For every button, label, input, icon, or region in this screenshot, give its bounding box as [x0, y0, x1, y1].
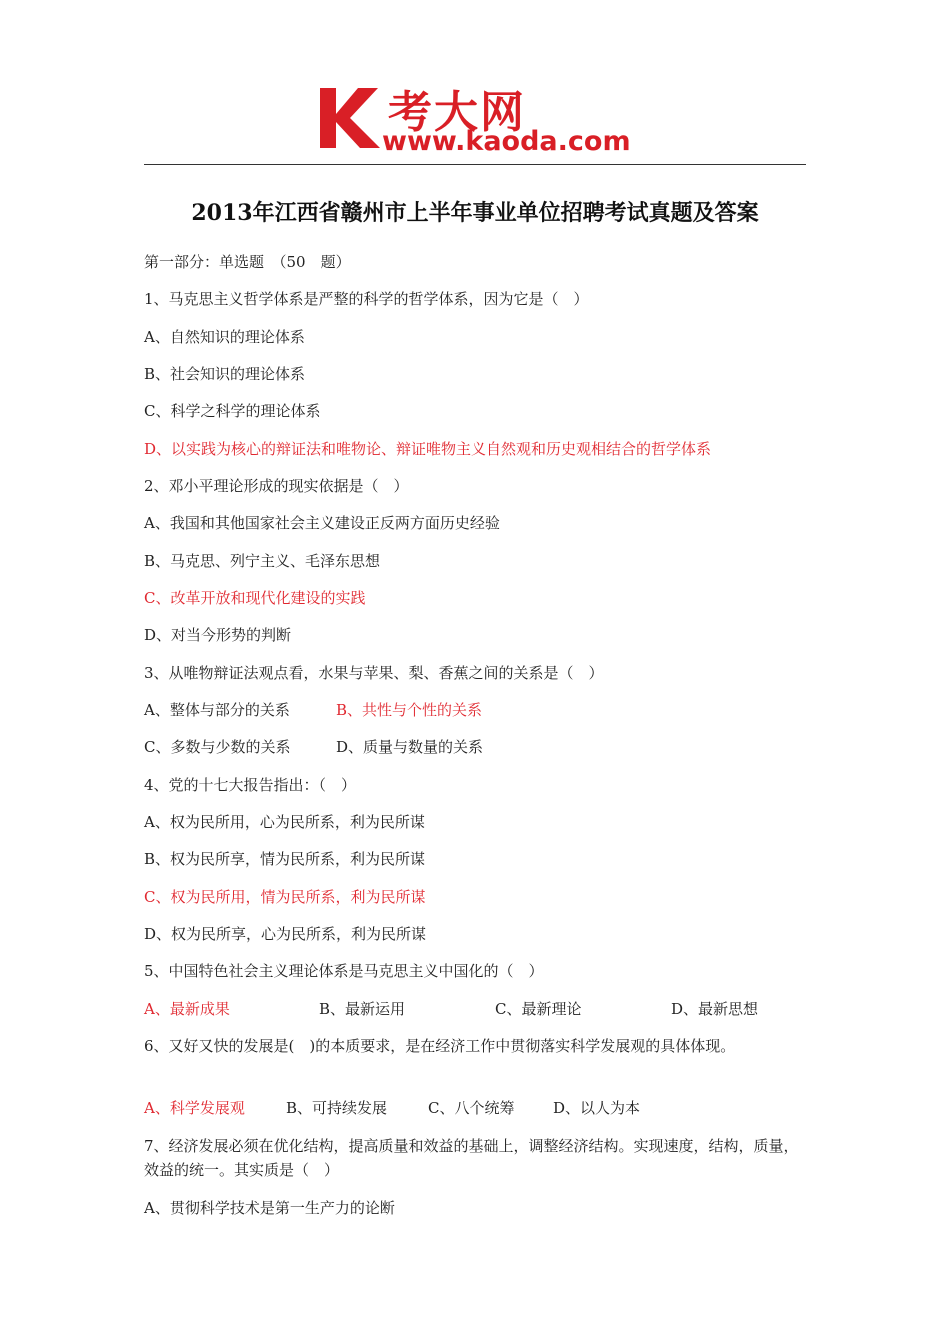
k-logo-icon [318, 84, 384, 150]
question-3-options-row-2 [144, 737, 806, 757]
question-4-option-c-answer: C、权为民所用，情为民所系，利为民所谋 [144, 888, 426, 906]
header-divider [144, 164, 806, 165]
question-5-options-row [144, 999, 806, 1019]
question-2-option-d: D、对当今形势的判断 [144, 626, 292, 644]
question-2-option-c-answer: C、改革开放和现代化建设的实践 [144, 589, 366, 607]
question-7-stem: 7、经济发展必须在优化结构，提高质量和效益的基础上，调整经济结构。实现速度，结构，质量，效益的统一。其实质是（ ） [144, 1137, 799, 1179]
section-heading: 第一部分：单选题 （50 题） [144, 253, 351, 271]
page-title: 2013年江西省赣州市上半年事业单位招聘考试真题及答案 [191, 200, 759, 226]
question-5-option-c: C、最新理论 [495, 1000, 582, 1018]
logo-chinese-text: 考大网 [388, 87, 526, 138]
question-6-options-row [144, 1098, 806, 1118]
question-1-stem: 1、马克思主义哲学体系是严整的科学的哲学体系，因为它是（ ） [144, 290, 589, 308]
kaoda-logo [318, 80, 638, 160]
question-3-option-b-answer: B、共性与个性的关系 [336, 701, 483, 719]
question-2-option-a: A、我国和其他国家社会主义建设正反两方面历史经验 [144, 514, 500, 532]
question-1-option-b: B、社会知识的理论体系 [144, 365, 306, 383]
question-6-option-c: C、八个统筹 [428, 1099, 515, 1117]
question-3-options-row-1 [144, 700, 806, 720]
question-4-option-d: D、权为民所享，心为民所系，利为民所谋 [144, 925, 427, 943]
question-3-option-d: D、质量与数量的关系 [336, 738, 484, 756]
question-2-option-b: B、马克思、列宁主义、毛泽东思想 [144, 552, 381, 570]
logo-url-text: www.kaoda.com [382, 126, 631, 157]
question-6-option-b: B、可持续发展 [286, 1099, 388, 1117]
question-3-option-c: C、多数与少数的关系 [144, 738, 291, 756]
question-5-option-d: D、最新思想 [671, 1000, 759, 1018]
question-3-option-a: A、整体与部分的关系 [144, 701, 290, 719]
question-4-option-a: A、权为民所用，心为民所系，利为民所谋 [144, 813, 425, 831]
question-6-option-a-answer: A、科学发展观 [144, 1099, 245, 1117]
question-5-option-a-answer: A、最新成果 [144, 1000, 230, 1018]
question-1-option-a: A、自然知识的理论体系 [144, 328, 305, 346]
question-4-option-b: B、权为民所享，情为民所系，利为民所谋 [144, 850, 426, 868]
question-6-stem: 6、又好又快的发展是( )的本质要求，是在经济工作中贯彻落实科学发展观的具体体现。 [144, 1037, 736, 1055]
question-5-option-b: B、最新运用 [319, 1000, 406, 1018]
question-7-option-a: A、贯彻科学技术是第一生产力的论断 [144, 1199, 395, 1217]
question-1-option-c: C、科学之科学的理论体系 [144, 402, 321, 420]
question-3-stem: 3、从唯物辩证法观点看，水果与苹果、梨、香蕉之间的关系是（ ） [144, 664, 604, 682]
question-5-stem: 5、中国特色社会主义理论体系是马克思主义中国化的（ ） [144, 962, 544, 980]
question-1-option-d-answer: D、以实践为核心的辩证法和唯物论、辩证唯物主义自然观和历史观相结合的哲学体系 [144, 440, 712, 458]
question-2-stem: 2、邓小平理论形成的现实依据是（ ） [144, 477, 409, 495]
question-4-stem: 4、党的十七大报告指出：（ ） [144, 776, 357, 794]
question-6-option-d: D、以人为本 [553, 1099, 641, 1117]
